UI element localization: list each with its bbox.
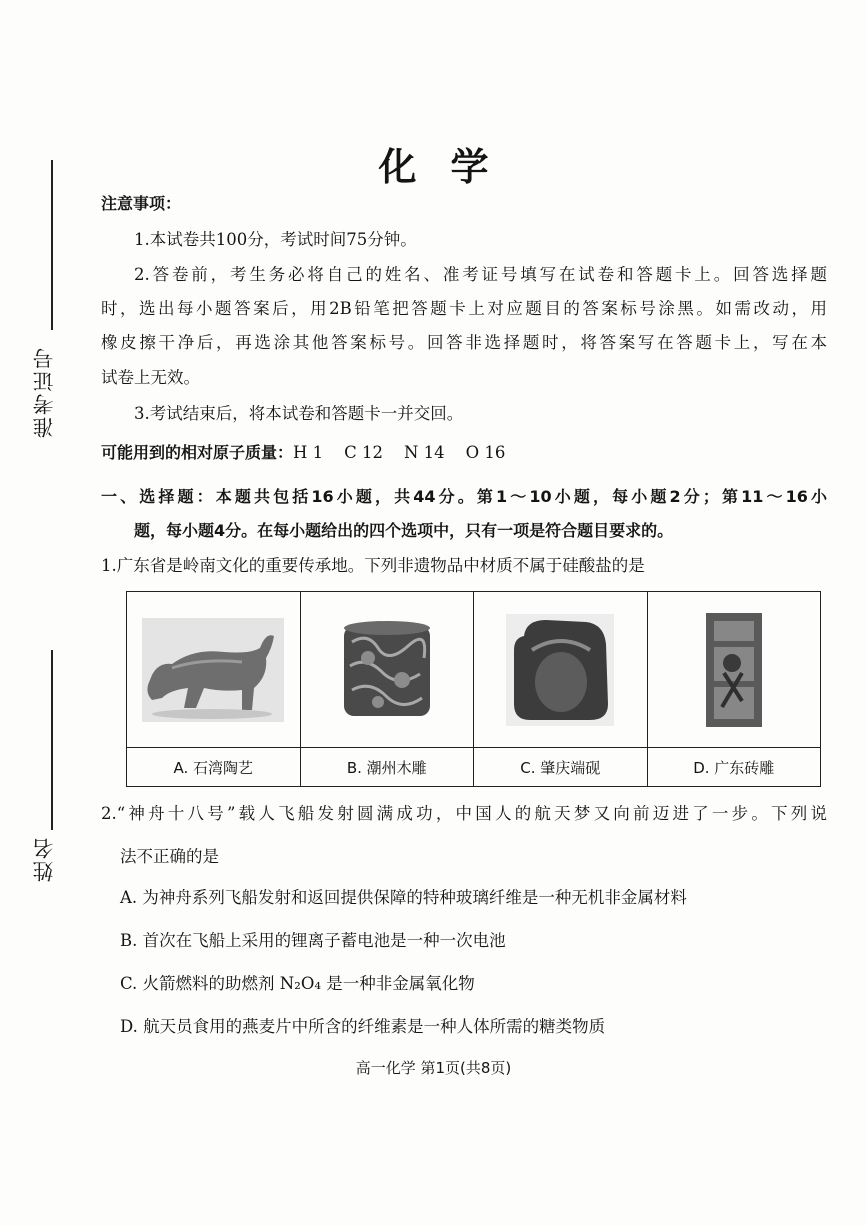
section-1-line-2: 题，每小题4分。在每小题给出的四个选项中，只有一项是符合题目要求的。 [134,521,674,540]
section-1-line-1: 一、选择题：本题共包括16小题，共44分。第1～10小题，每小题2分；第11～16小 [101,487,827,506]
name-line [51,650,53,830]
image-cell-a [127,592,301,748]
exam-number-label: 准考证号 [32,346,56,438]
option-b-caption: B. 潮州木雕 [300,748,474,787]
question-1-stem: 1.广东省是岭南文化的重要传承地。下列非遗物品中材质不属于硅酸盐的是 [101,556,645,575]
question-2-stem-line-1: 2.“神舟十八号”载人飞船发射圆满成功，中国人的航天梦又向前迈进了一步。下列说 [101,804,827,823]
question-2-option-d: D. 航天员食用的燕麦片中所含的纤维素是一种人体所需的糖类物质 [120,1017,606,1036]
image-cell-d [647,592,821,748]
atomic-mass-values: H 1 C 12 N 14 O 16 [293,443,506,462]
option-a-caption: A. 石湾陶艺 [127,748,301,787]
atomic-mass-row [101,442,505,464]
notice-item-3: 3.考试结束后，将本试卷和答题卡一并交回。 [134,404,464,423]
option-c-caption: C. 肇庆端砚 [474,748,648,787]
inkstone-image [506,614,614,726]
page-title: 化学 [378,145,523,189]
image-cell-b [300,592,474,748]
brick-carving-image [702,611,766,729]
name-label: 姓名 [32,836,56,882]
image-cell-c [474,592,648,748]
ceramic-beast-image [142,618,284,722]
notice-item-2-line-1: 2.答卷前，考生务必将自己的姓名、准考证号填写在试卷和答题卡上。回答选择题 [134,265,827,284]
notice-item-1: 1.本试卷共100分，考试时间75分钟。 [134,230,417,249]
notice-item-2-line-4: 试卷上无效。 [101,368,200,387]
notice-heading: 注意事项： [101,194,182,213]
question-2-option-b: B. 首次在飞船上采用的锂离子蓄电池是一种一次电池 [120,931,506,950]
atomic-mass-label: 可能用到的相对原子质量： [101,443,294,462]
notice-item-2-line-2: 时，选出每小题答案后，用2B铅笔把答题卡上对应题目的答案标号涂黑。如需改动，用 [101,299,827,318]
wood-carving-image [338,618,436,722]
option-d-caption: D. 广东砖雕 [647,748,821,787]
question-2-option-a: A. 为神舟系列飞船发射和返回提供保障的特种玻璃纤维是一种无机非金属材料 [120,888,687,907]
question-2-stem-line-2: 法不正确的是 [120,847,219,866]
question-1-image-table [126,591,821,787]
notice-item-2-line-3: 橡皮擦干净后，再选涂其他答案标号。回答非选择题时，将答案写在答题卡上，写在本 [101,333,827,352]
page-footer: 高一化学 第1页(共8页) [355,1059,512,1077]
question-2-option-c: C. 火箭燃料的助燃剂 N₂O₄ 是一种非金属氧化物 [120,974,475,993]
